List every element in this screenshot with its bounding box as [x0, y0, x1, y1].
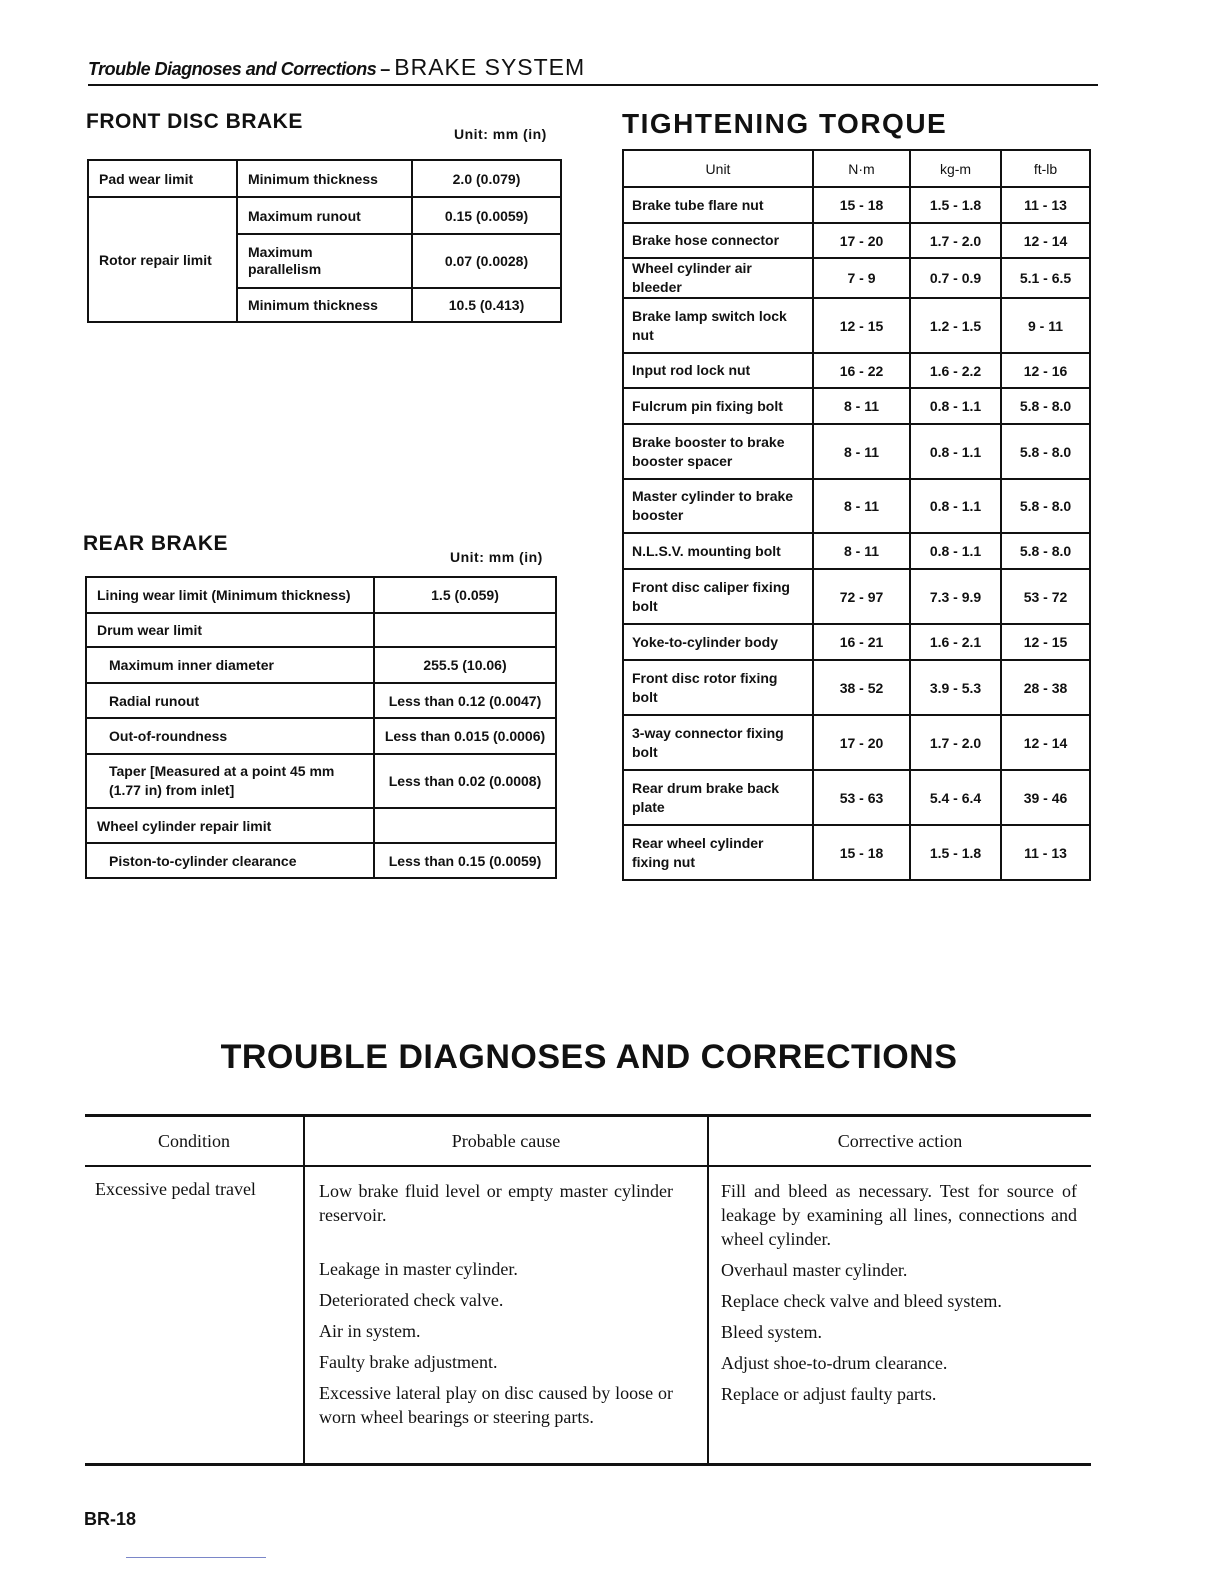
torque-value-ftlb: 12 - 15 [1001, 624, 1090, 660]
torque-value-ftlb: 39 - 46 [1001, 770, 1090, 825]
torque-label-line-2: bolt [632, 688, 658, 705]
trouble-title: TROUBLE DIAGNOSES AND CORRECTIONS [220, 1038, 958, 1076]
pad-wear-item: Minimum thickness [237, 160, 412, 197]
torque-row [623, 187, 1090, 223]
radial-runout-value: Less than 0.12 (0.0047) [374, 683, 556, 718]
torque-value-nm: 15 - 18 [813, 825, 910, 880]
torque-label-line-2: booster spacer [632, 452, 733, 469]
torque-value-ftlb: 28 - 38 [1001, 660, 1090, 715]
torque-row [623, 624, 1090, 660]
torque-item-label [623, 660, 813, 715]
torque-item-label [623, 298, 813, 353]
rotor-parallelism-value: 0.07 (0.0028) [412, 234, 561, 288]
torque-label-line-2: fixing nut [632, 853, 695, 870]
cause-cell [304, 1166, 708, 1464]
rear-brake-table [85, 576, 557, 879]
torque-title: TIGHTENING TORQUE [622, 108, 948, 139]
rotor-min-thickness-value: 10.5 (0.413) [412, 288, 561, 322]
header-corrective-action: Corrective action [708, 1116, 1091, 1167]
torque-row [623, 258, 1090, 298]
torque-label-line-2: bolt [632, 743, 658, 760]
torque-value-nm: 17 - 20 [813, 223, 910, 258]
pad-wear-label: Pad wear limit [88, 160, 237, 197]
action-item: Bleed system. [721, 1322, 822, 1342]
table-row [86, 683, 556, 718]
action-cell [708, 1166, 1091, 1464]
torque-label-line-1: Input rod lock nut [632, 362, 751, 378]
torque-value-kgm: 1.6 - 2.1 [910, 624, 1001, 660]
table-row [88, 160, 561, 197]
torque-value-kgm: 3.9 - 5.3 [910, 660, 1001, 715]
cause-item: Low brake fluid level or empty master cylinder reservoir. [319, 1181, 673, 1225]
torque-item-label [623, 258, 813, 298]
torque-value-kgm: 1.7 - 2.0 [910, 223, 1001, 258]
torque-row [623, 825, 1090, 880]
rotor-repair-label: Rotor repair limit [88, 197, 237, 322]
piston-clearance-value: Less than 0.15 (0.0059) [374, 843, 556, 878]
cause-item: Deteriorated check valve. [319, 1290, 504, 1310]
taper-label [86, 754, 374, 808]
piston-clearance-label: Piston-to-cylinder clearance [86, 843, 374, 878]
condition-cell: Excessive pedal travel [85, 1166, 304, 1464]
torque-header-unit: Unit [623, 150, 813, 187]
action-item: Replace or adjust faulty parts. [721, 1384, 937, 1404]
torque-row [623, 353, 1090, 388]
torque-label-line-2: nut [632, 326, 654, 343]
table-row [86, 808, 556, 843]
torque-body [623, 187, 1090, 880]
torque-item-label [623, 479, 813, 533]
torque-value-kgm: 1.6 - 2.2 [910, 353, 1001, 388]
front-disc-unit: Unit: mm (in) [454, 126, 547, 142]
pad-wear-value: 2.0 (0.079) [412, 160, 561, 197]
table-row [86, 843, 556, 878]
torque-label-line-1: Front disc rotor fixing [632, 669, 778, 686]
torque-value-nm: 8 - 11 [813, 424, 910, 479]
torque-item-label [623, 533, 813, 569]
header-probable-cause: Probable cause [304, 1116, 708, 1167]
table-row [86, 754, 556, 808]
torque-value-nm: 12 - 15 [813, 298, 910, 353]
torque-row [623, 660, 1090, 715]
torque-row [623, 424, 1090, 479]
rotor-parallelism-item [237, 234, 412, 288]
rotor-runout-value: 0.15 (0.0059) [412, 197, 561, 234]
torque-row [623, 715, 1090, 770]
wheel-cylinder-value [374, 808, 556, 843]
torque-item-label [623, 715, 813, 770]
wheel-cylinder-label: Wheel cylinder repair limit [86, 808, 374, 843]
cause-item: Air in system. [319, 1321, 421, 1341]
drum-wear-value [374, 613, 556, 647]
torque-label-line-1: Fulcrum pin fixing bolt [632, 397, 783, 414]
action-item: Adjust shoe-to-drum clearance. [721, 1353, 948, 1373]
inner-diameter-label: Maximum inner diameter [86, 647, 374, 683]
header-dash: – [380, 59, 391, 79]
radial-runout-label: Radial runout [86, 683, 374, 718]
header-system: BRAKE SYSTEM [394, 54, 586, 80]
rotor-runout-item: Maximum runout [237, 197, 412, 234]
lining-wear-label: Lining wear limit (Minimum thickness) [86, 577, 374, 613]
torque-value-nm: 72 - 97 [813, 569, 910, 624]
torque-value-kgm: 5.4 - 6.4 [910, 770, 1001, 825]
torque-value-nm: 38 - 52 [813, 660, 910, 715]
torque-value-kgm: 1.5 - 1.8 [910, 825, 1001, 880]
torque-value-ftlb: 5.8 - 8.0 [1001, 424, 1090, 479]
torque-item-label [623, 770, 813, 825]
table-row [88, 197, 561, 234]
torque-value-nm: 16 - 21 [813, 624, 910, 660]
torque-value-nm: 16 - 22 [813, 353, 910, 388]
torque-value-nm: 8 - 11 [813, 479, 910, 533]
torque-value-ftlb: 5.8 - 8.0 [1001, 533, 1090, 569]
torque-label-line-1: Brake hose connector [632, 232, 780, 248]
torque-row [623, 770, 1090, 825]
torque-label-line-1: Rear wheel cylinder [632, 834, 764, 851]
torque-value-ftlb: 12 - 14 [1001, 223, 1090, 258]
torque-label-line-1: Yoke-to-cylinder body [632, 633, 778, 650]
torque-value-kgm: 0.8 - 1.1 [910, 479, 1001, 533]
trouble-table-wrap [85, 1114, 1091, 1466]
inner-diameter-value: 255.5 (10.06) [374, 647, 556, 683]
out-of-roundness-label: Out-of-roundness [86, 718, 374, 754]
taper-value: Less than 0.02 (0.0008) [374, 754, 556, 808]
table-row [86, 647, 556, 683]
trouble-table [85, 1114, 1091, 1466]
table-row [86, 577, 556, 613]
action-item: Replace check valve and bleed system. [721, 1291, 1002, 1311]
torque-label-line-1: Front disc caliper fixing [632, 578, 790, 595]
torque-value-nm: 7 - 9 [813, 258, 910, 298]
torque-label-line-2: plate [632, 798, 665, 815]
rear-brake-unit: Unit: mm (in) [450, 549, 543, 565]
torque-value-ftlb: 5.8 - 8.0 [1001, 479, 1090, 533]
torque-label-line-1: Rear drum brake back [632, 779, 780, 796]
torque-value-ftlb: 12 - 16 [1001, 353, 1090, 388]
torque-label-line-1: Wheel cylinder air bleeder [632, 260, 752, 295]
torque-value-kgm: 1.5 - 1.8 [910, 187, 1001, 223]
torque-value-ftlb: 5.8 - 8.0 [1001, 388, 1090, 424]
header-section: Trouble Diagnoses and Corrections [88, 59, 377, 79]
torque-item-label [623, 569, 813, 624]
rotor-min-thickness-item: Minimum thickness [237, 288, 412, 322]
torque-value-kgm: 0.8 - 1.1 [910, 388, 1001, 424]
rear-brake-title: REAR BRAKE [83, 532, 229, 555]
torque-label-line-1: N.L.S.V. mounting bolt [632, 542, 781, 559]
taper-line-2: (1.77 in) from inlet] [109, 782, 235, 798]
torque-header-row [623, 150, 1090, 187]
torque-value-ftlb: 53 - 72 [1001, 569, 1090, 624]
taper-line-1: Taper [Measured at a point 45 mm [109, 763, 335, 779]
torque-item-label [623, 187, 813, 223]
table-row [86, 613, 556, 647]
cause-item: Excessive lateral play on disc caused by loose or worn wheel bearings or steering parts. [319, 1383, 673, 1427]
torque-label-line-2: booster [632, 507, 684, 523]
torque-row [623, 479, 1090, 533]
page-number: BR-18 [84, 1509, 137, 1529]
torque-label-line-1: Brake booster to brake [632, 433, 785, 450]
scan-artifact-line [126, 1557, 266, 1558]
torque-label-line-1: Brake tube flare nut [632, 196, 764, 213]
torque-value-nm: 8 - 11 [813, 388, 910, 424]
action-item: Overhaul master cylinder. [721, 1260, 908, 1280]
torque-item-label [623, 388, 813, 424]
front-disc-table [87, 159, 562, 323]
torque-value-nm: 15 - 18 [813, 187, 910, 223]
torque-item-label [623, 223, 813, 258]
torque-item-label [623, 624, 813, 660]
torque-header-ftlb: ft-lb [1001, 150, 1090, 187]
torque-label-line-2: bolt [632, 597, 658, 614]
torque-header-kgm: kg-m [910, 150, 1001, 187]
torque-row [623, 298, 1090, 353]
lining-wear-value: 1.5 (0.059) [374, 577, 556, 613]
parallelism-line-2: parallelism [248, 261, 322, 277]
torque-value-kgm: 0.7 - 0.9 [910, 258, 1001, 298]
table-row [86, 718, 556, 754]
torque-label-line-1: 3-way connector fixing [632, 724, 784, 741]
torque-value-kgm: 7.3 - 9.9 [910, 569, 1001, 624]
torque-row [623, 223, 1090, 258]
torque-value-kgm: 1.2 - 1.5 [910, 298, 1001, 353]
torque-row [623, 388, 1090, 424]
torque-value-ftlb: 12 - 14 [1001, 715, 1090, 770]
torque-item-label [623, 353, 813, 388]
torque-label-line-1: Brake lamp switch lock [632, 307, 787, 324]
torque-row [623, 533, 1090, 569]
torque-value-nm: 8 - 11 [813, 533, 910, 569]
torque-value-ftlb: 11 - 13 [1001, 187, 1090, 223]
torque-label-line-1: Master cylinder to brake [632, 488, 794, 504]
cause-item: Faulty brake adjustment. [319, 1352, 498, 1372]
trouble-header-row [85, 1116, 1091, 1167]
torque-value-kgm: 0.8 - 1.1 [910, 424, 1001, 479]
trouble-row [85, 1166, 1091, 1464]
torque-value-ftlb: 9 - 11 [1001, 298, 1090, 353]
front-disc-title: FRONT DISC BRAKE [86, 110, 303, 133]
torque-value-ftlb: 11 - 13 [1001, 825, 1090, 880]
torque-value-ftlb: 5.1 - 6.5 [1001, 258, 1090, 298]
torque-header-nm: N·m [813, 150, 910, 187]
out-of-roundness-value: Less than 0.015 (0.0006) [374, 718, 556, 754]
torque-item-label [623, 825, 813, 880]
running-header [88, 54, 1098, 86]
cause-item: Leakage in master cylinder. [319, 1259, 518, 1279]
torque-item-label [623, 424, 813, 479]
parallelism-line-1: Maximum [248, 244, 313, 260]
torque-value-kgm: 1.7 - 2.0 [910, 715, 1001, 770]
drum-wear-label: Drum wear limit [86, 613, 374, 647]
torque-value-nm: 53 - 63 [813, 770, 910, 825]
torque-table [622, 149, 1091, 881]
action-item: Fill and bleed as necessary. Test for source of leakage by examining all lines, connections and wheel cylinder. [721, 1181, 1077, 1249]
torque-row [623, 569, 1090, 624]
torque-value-kgm: 0.8 - 1.1 [910, 533, 1001, 569]
torque-value-nm: 17 - 20 [813, 715, 910, 770]
header-condition: Condition [85, 1116, 304, 1167]
